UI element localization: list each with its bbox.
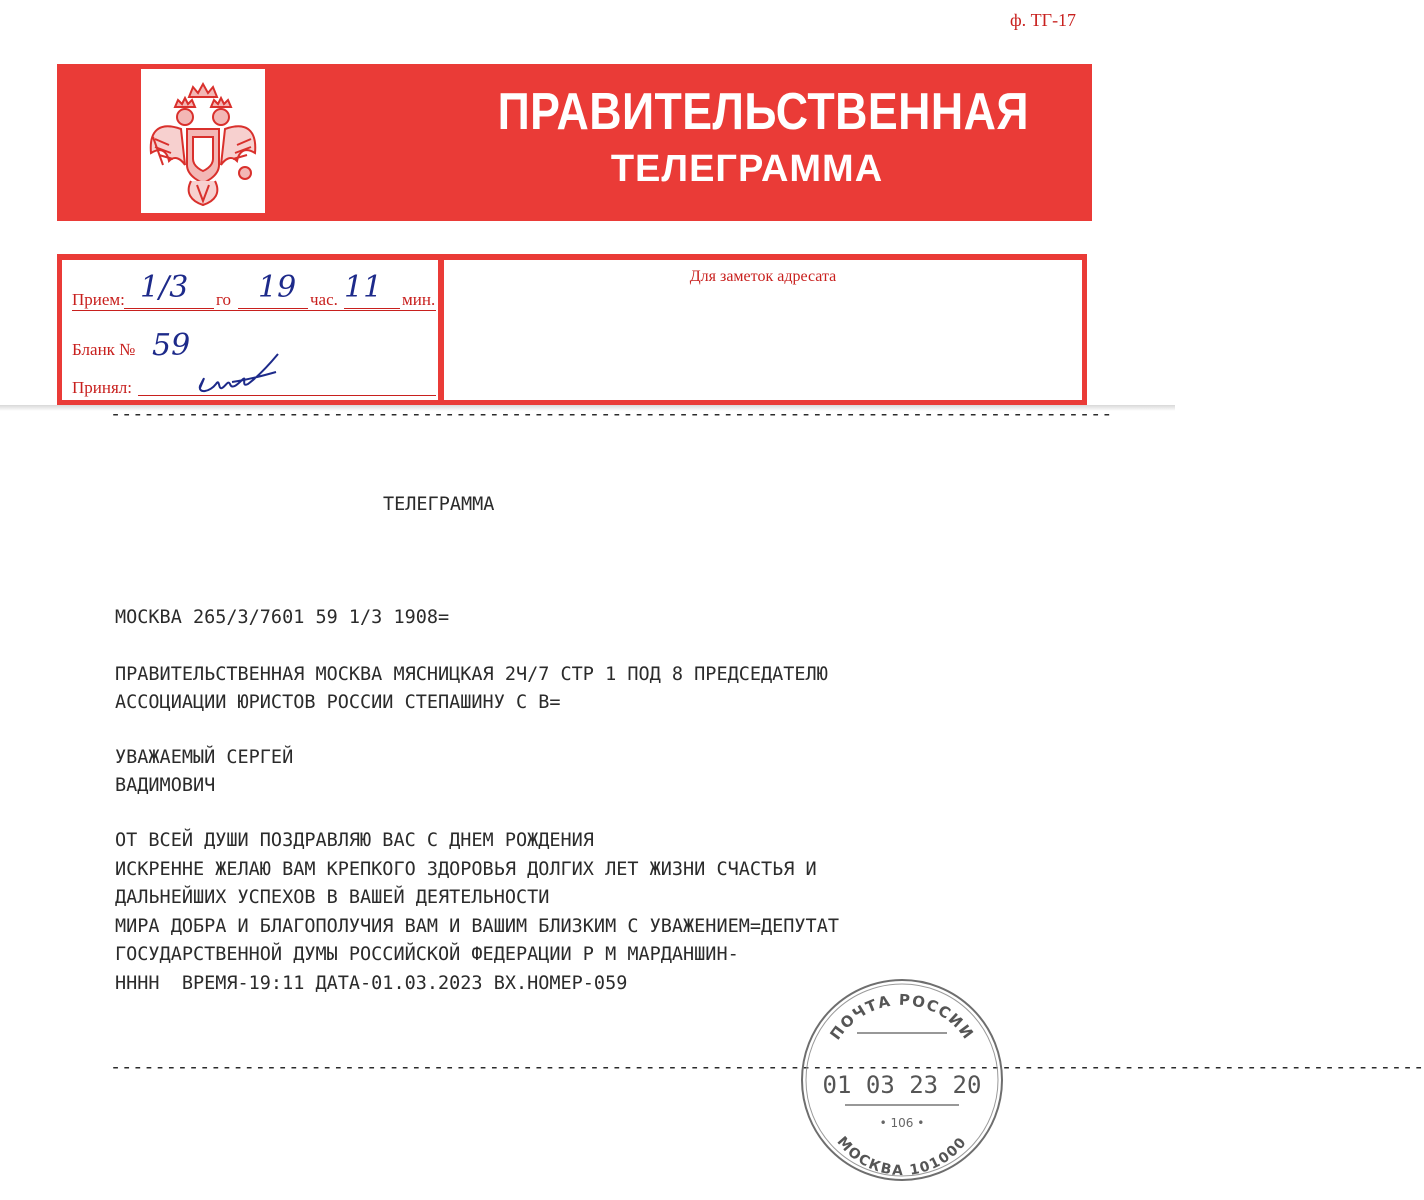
origin-line: МОСКВА 265/3/7601 59 1/3 1908= <box>115 607 450 628</box>
received-label: Прием: <box>72 290 125 309</box>
notes-area <box>444 260 1082 400</box>
received-minute-handwritten: 11 <box>344 270 383 305</box>
body-line-5: ГОСУДАРСТВЕННОЙ ДУМЫ РОССИЙСКОЙ ФЕДЕРАЦИИ Р М МАРДАНШИН- <box>115 944 739 965</box>
received-hour-handwritten: 19 <box>258 270 297 305</box>
telegram-heading: ТЕЛЕГРАММА <box>383 494 495 515</box>
blank-label: Бланк № <box>72 340 136 359</box>
reception-details <box>62 260 438 400</box>
received-date-handwritten: 1/3 <box>140 270 189 305</box>
postal-stamp <box>797 975 1007 1185</box>
blank-number-handwritten: 59 <box>152 328 191 363</box>
body-line-3: ДАЛЬНЕЙШИХ УСПЕХОВ В ВАШЕЙ ДЕЯТЕЛЬНОСТИ <box>115 887 550 908</box>
stamp-date: 01 03 23 20 <box>822 1071 982 1099</box>
stamp-code: • 106 • <box>879 1116 925 1130</box>
minute-label: мин. <box>402 290 436 309</box>
stamp-bottom-text: МОСКВА 101000 <box>833 1133 971 1180</box>
hour-label: час. <box>310 290 338 309</box>
separator-bottom: ---------------------------------------------------------------------------------------------------------------------- <box>110 1057 1424 1078</box>
day-label: го <box>216 290 232 309</box>
address-line-1: ПРАВИТЕЛЬСТВЕННАЯ МОСКВА МЯСНИЦКАЯ 2Ч/7 СТР 1 ПОД 8 ПРЕДСЕДАТЕЛЮ <box>115 664 828 685</box>
accepted-label: Принял: <box>72 378 132 397</box>
body-line-2: ИСКРЕННЕ ЖЕЛАЮ ВАМ КРЕПКОГО ЗДОРОВЬЯ ДОЛГИХ ЛЕТ ЖИЗНИ СЧАСТЬЯ И <box>115 859 817 880</box>
body-line-1: ОТ ВСЕЙ ДУШИ ПОЗДРАВЛЯЮ ВАС С ДНЕМ РОЖДЕНИЯ <box>115 830 594 851</box>
greeting-line-2: ВАДИМОВИЧ <box>115 775 216 796</box>
separator-top: ------------------------------------------------------------------------------------------ <box>110 404 1113 425</box>
russian-coat-of-arms-icon <box>141 69 265 213</box>
form-code: ф. ТГ-17 <box>1010 10 1077 30</box>
banner-subtitle: ТЕЛЕГРАММА <box>610 148 884 190</box>
notes-label: Для заметок адресата <box>689 268 837 285</box>
header-banner <box>57 64 1092 221</box>
stamp-top-text: ПОЧТА РОССИИ <box>826 990 978 1044</box>
accepted-signature <box>192 350 302 400</box>
body-line-4: МИРА ДОБРА И БЛАГОПОЛУЧИЯ ВАМ И ВАШИМ БЛИЗКИМ С УВАЖЕНИЕМ=ДЕПУТАТ <box>115 916 839 937</box>
address-line-2: АССОЦИАЦИИ ЮРИСТОВ РОССИИ СТЕПАШИНУ С В= <box>115 692 561 713</box>
greeting-line-1: УВАЖАЕМЫЙ СЕРГЕЙ <box>115 747 294 768</box>
reception-box <box>57 254 1087 406</box>
body-line-6: НННН ВРЕМЯ-19:11 ДАТА-01.03.2023 ВХ.НОМЕР-059 <box>115 973 628 994</box>
banner-title: ПРАВИТЕЛЬСТВЕННАЯ <box>497 83 1029 141</box>
